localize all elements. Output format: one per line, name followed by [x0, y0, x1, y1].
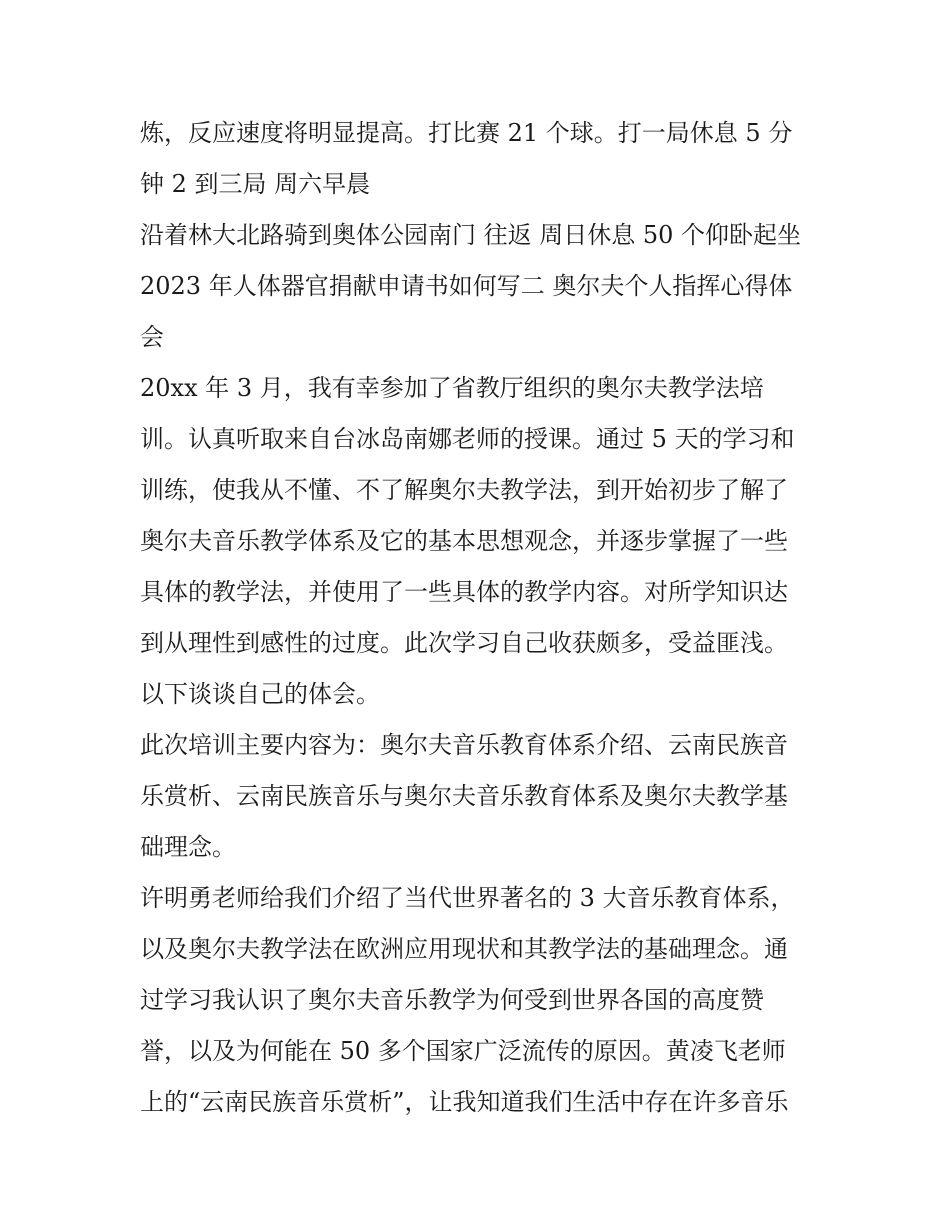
text-line: 过学习我认识了奥尔夫音乐教学为何受到世界各国的高度赞	[140, 986, 764, 1014]
text-line: 到从理性到感性的过度。此次学习自己收获颇多，受益匪浅。	[140, 629, 788, 657]
text-line: 钟 2 到三局 周六早晨	[140, 170, 371, 198]
text-line: 训练，使我从不懂、不了解奥尔夫教学法，到开始初步了解了	[140, 476, 788, 504]
text-line: 沿着林大北路骑到奥体公园南门 往返 周日休息 50 个仰卧起坐	[140, 221, 802, 249]
text-line: 上的“云南民族音乐赏析”，让我知道我们生活中存在许多音乐	[140, 1088, 789, 1116]
text-line: 许明勇老师给我们介绍了当代世界著名的 3 大音乐教育体系，	[140, 884, 795, 912]
text-line: 以及奥尔夫教学法在欧洲应用现状和其教学法的基础理念。通	[140, 935, 788, 963]
text-line: 炼，反应速度将明显提高。打比赛 21 个球。打一局休息 5 分	[140, 119, 793, 147]
text-line: 此次培训主要内容为：奥尔夫音乐教育体系介绍、云南民族音	[140, 731, 788, 759]
text-line: 具体的教学法，并使用了一些具体的教学内容。对所学知识达	[140, 578, 788, 606]
text-line: 奥尔夫音乐教学体系及它的基本思想观念，并逐步掌握了一些	[140, 527, 788, 555]
document-body	[140, 108, 820, 1128]
text-line: 誉，以及为何能在 50 多个国家广泛流传的原因。黄凌飞老师	[140, 1037, 786, 1065]
text-line: 2023 年人体器官捐献申请书如何写二 奥尔夫个人指挥心得体	[140, 272, 793, 300]
text-line: 以下谈谈自己的体会。	[140, 680, 380, 708]
text-line: 训。认真听取来自台冰岛南娜老师的授课。通过 5 天的学习和	[140, 425, 795, 453]
text-line: 础理念。	[140, 833, 236, 861]
text-line: 会	[140, 323, 164, 351]
text-line: 20xx 年 3 月，我有幸参加了省教厅组织的奥尔夫教学法培	[140, 374, 764, 402]
text-line: 乐赏析、云南民族音乐与奥尔夫音乐教育体系及奥尔夫教学基	[140, 782, 788, 810]
